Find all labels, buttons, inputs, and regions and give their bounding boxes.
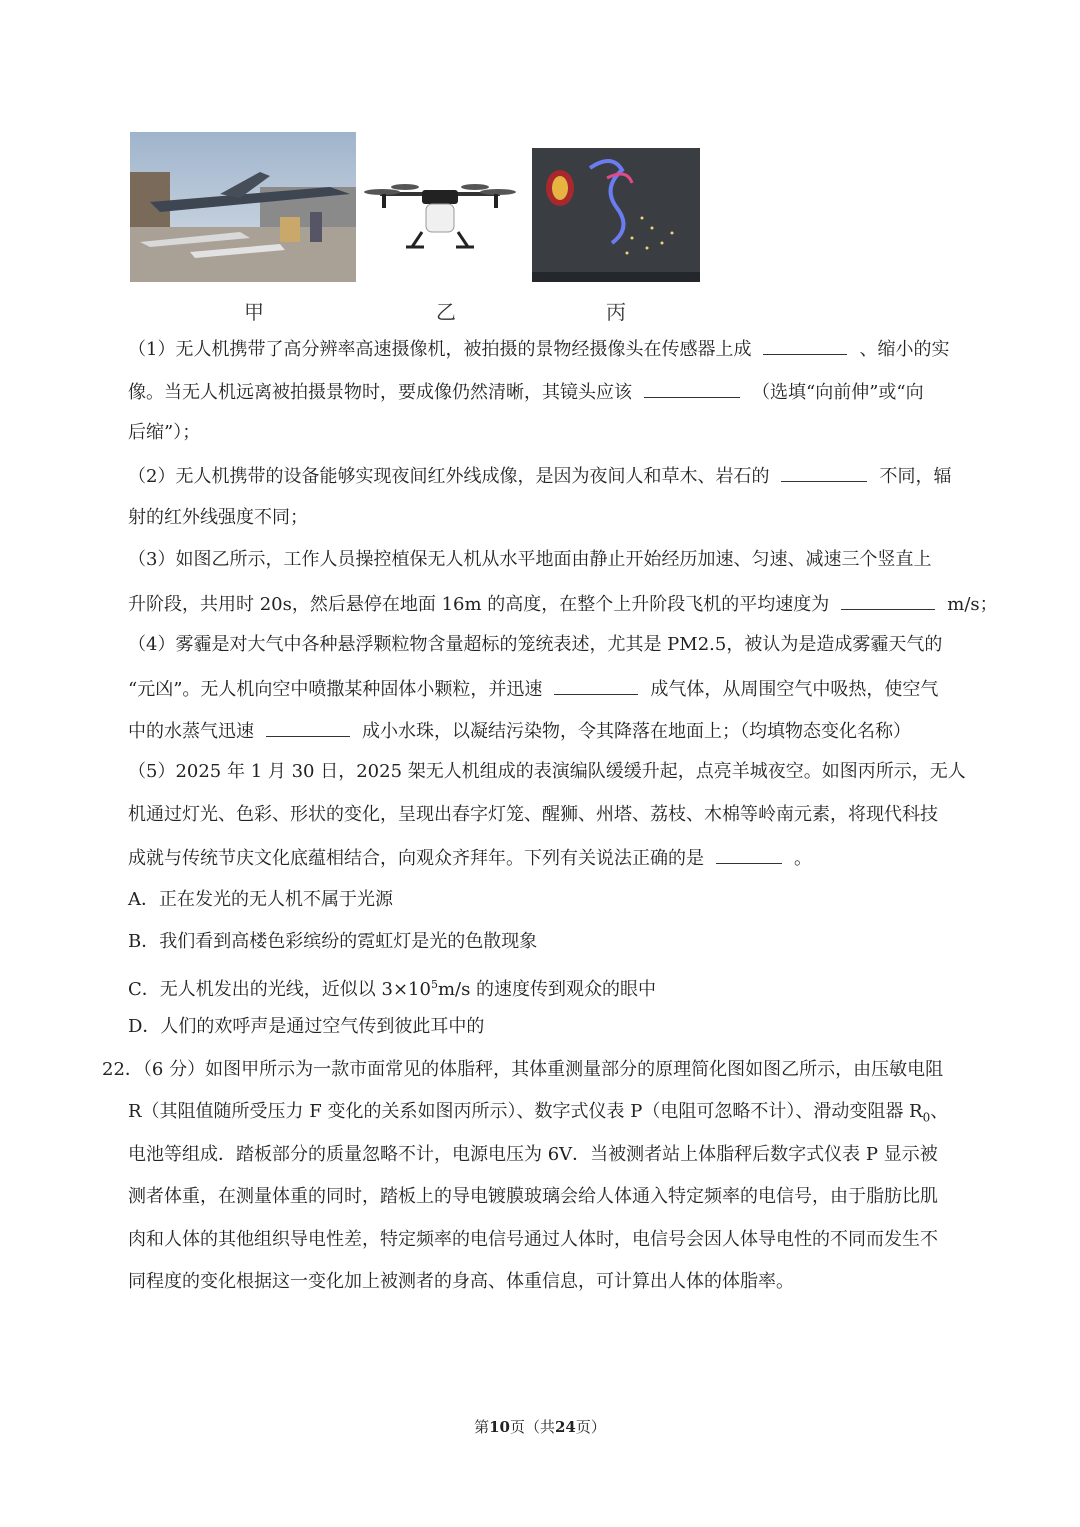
figure-row — [128, 132, 708, 322]
q1-line3: 后缩”）； — [128, 422, 201, 443]
option-b: B．我们看到高楼色彩缤纷的霓虹灯是光的色散现象 — [128, 931, 538, 952]
q4-line3: 中的水蒸气迅速 成小水珠，以凝结污染物，令其降落在地面上；（均填物态变化名称） — [128, 718, 911, 744]
q4-line2: “元凶”。无人机向空中喷撒某种固体小颗粒，并迅速 成气体，从周围空气中吸热，使空气 — [128, 676, 938, 702]
q5-line2: 机通过灯光、色彩、形状的变化，呈现出春字灯笼、醒狮、州塔、荔枝、木棉等岭南元素，将现代科技 — [128, 804, 938, 825]
q3-line1: （3）如图乙所示，工作人员操控植保无人机从水平地面由静止开始经历加速、匀速、减速三个竖直上 — [128, 549, 932, 570]
figure-label-bing: 丙 — [606, 300, 626, 324]
q2-line1: （2）无人机携带的设备能够实现夜间红外线成像，是因为夜间人和草木、岩石的 不同，辐 — [128, 463, 951, 489]
q5-line1: （5）2025 年 1 月 30 日，2025 架无人机组成的表演编队缓缓升起，点亮羊城夜空。如图丙所示，无人 — [128, 761, 966, 782]
q4-blank-1[interactable] — [554, 676, 638, 695]
q4-line1: （4）雾霾是对大气中各种悬浮颗粒物含量超标的笼统表述，尤其是 PM2.5，被认为是造成雾霾天气的 — [128, 634, 943, 655]
page-footer: 第10页（共24页） — [474, 1418, 606, 1436]
q1-blank-1[interactable] — [763, 336, 847, 355]
q5-blank[interactable] — [716, 845, 782, 864]
figure-label-jia: 甲 — [244, 300, 264, 324]
q5-line3: 成就与传统节庆文化底蕴相结合，向观众齐拜年。下列有关说法正确的是 。 — [128, 845, 812, 871]
q22-line1: 22．（6 分）如图甲所示为一款市面常见的体脂秤，其体重测量部分的原理简化图如图乙所示，由压敏电阻 — [102, 1059, 944, 1080]
q1-blank-2[interactable] — [644, 379, 740, 398]
q2-blank[interactable] — [781, 463, 867, 482]
q1-line1: （1）无人机携带了高分辨率高速摄像机，被拍摄的景物经摄像头在传感器上成 、缩小的实 — [128, 336, 949, 362]
q3-blank[interactable] — [841, 591, 935, 610]
q1-line2: 像。当无人机远离被拍摄景物时，要成像仍然清晰，其镜头应该 （选填“向前伸”或“向 — [128, 379, 924, 405]
figure-jia-airshow-photo — [130, 132, 356, 282]
figure-bing-drone-show-photo — [532, 148, 700, 282]
option-a: A．正在发光的无人机不属于光源 — [128, 889, 393, 910]
q22-line2: R（其阻值随所受压力 F 变化的关系如图丙所示）、数字式仪表 P（电阻可忽略不计）、滑动变阻器 $R_0$、 — [128, 1101, 949, 1125]
q4-blank-2[interactable] — [266, 718, 350, 737]
figure-yi-drone-image — [360, 132, 520, 282]
q3-line2: 升阶段，共用时 20s，然后悬停在地面 16m 的高度，在整个上升阶段飞机的平均速度为 m/s； — [128, 591, 998, 617]
q22-line6: 同程度的变化根据这一变化加上被测者的身高、体重信息，可计算出人体的体脂率。 — [128, 1271, 794, 1292]
figure-label-yi: 乙 — [436, 300, 456, 324]
total-pages: 24 — [555, 1418, 576, 1436]
option-c: C．无人机发出的光线，近似以 $3\times 10^5m/s$ 的速度传到观众的眼中 — [128, 978, 657, 1000]
page-number: 10 — [489, 1418, 510, 1436]
option-d: D．人们的欢呼声是通过空气传到彼此耳中的 — [128, 1016, 485, 1037]
q22-line4: 测者体重，在测量体重的同时，踏板上的导电镀膜玻璃会给人体通入特定频率的电信号，由于脂肪比肌 — [128, 1186, 938, 1207]
q22-line5: 肉和人体的其他组织导电性差，特定频率的电信号通过人体时，电信号会因人体导电性的不同而发生不 — [128, 1229, 938, 1250]
q22-line3: 电池等组成．踏板部分的质量忽略不计，电源电压为 6V．当被测者站上体脂秤后数字式仪表 P 显示被 — [128, 1144, 938, 1165]
q2-line2: 射的红外线强度不同； — [128, 507, 308, 528]
